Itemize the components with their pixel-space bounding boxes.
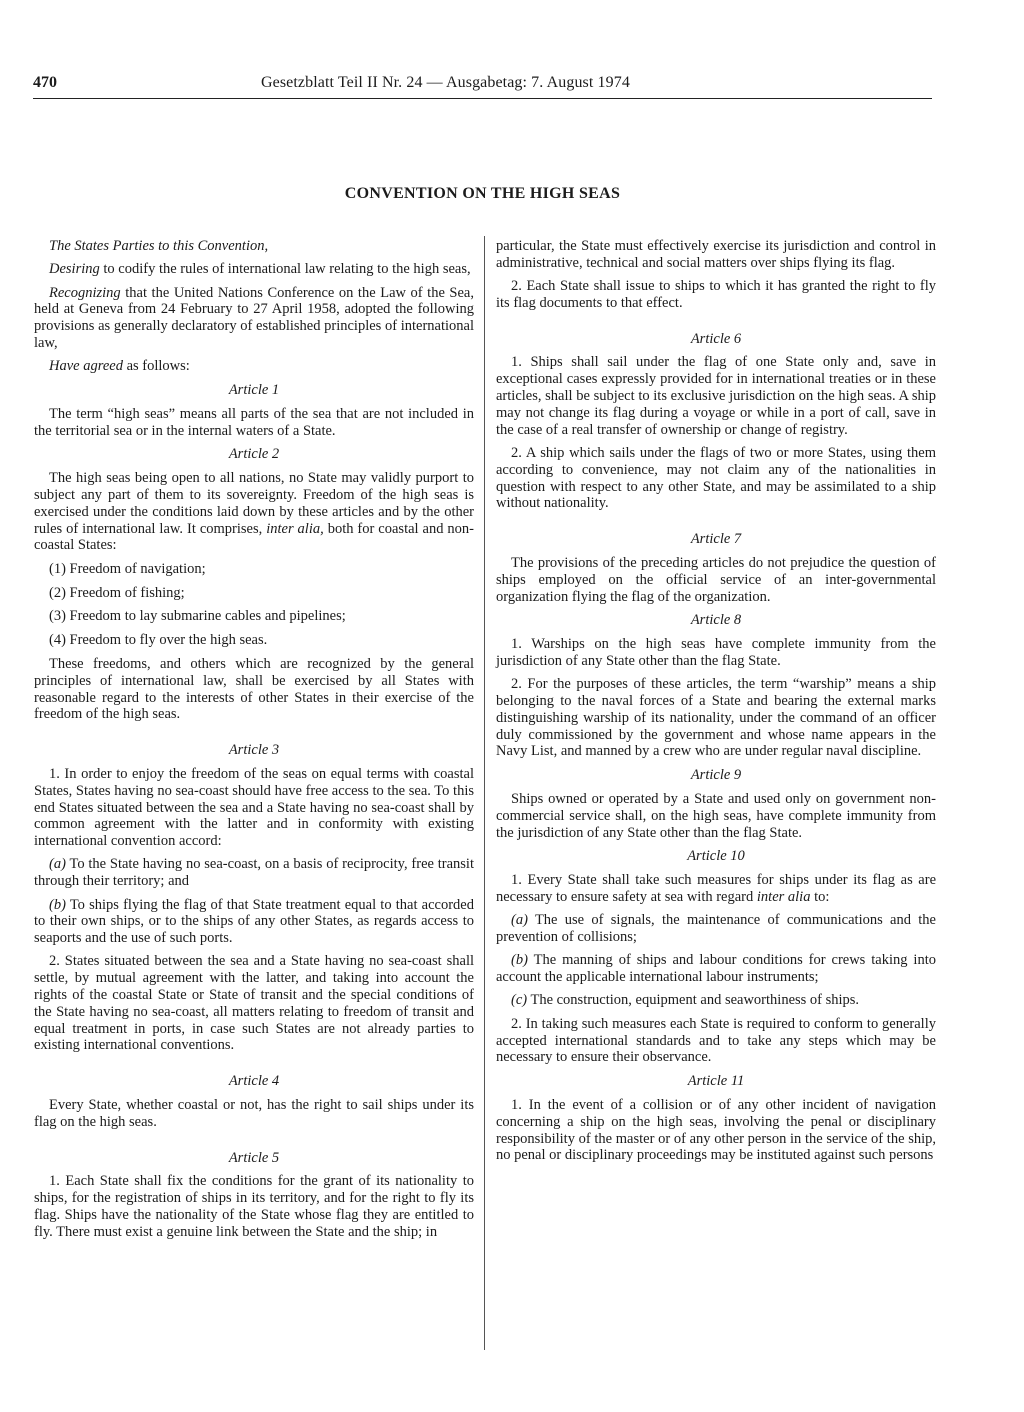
article-paragraph: The high seas being open to all nations, no State may validly purport to subject any part of them to its sovereignty. Freedom of the high seas is exercised under the conditions laid down by these articles and by the other rules of international law. It comprises, inter alia, both for coastal and non-coastal States: — [34, 470, 474, 554]
article-paragraph: 2. States situated between the sea and a State having no sea-coast shall settle, by mutual agreement with the latter, and taking into account the rights of the coastal State or State of transit and the special conditions of the State having no sea-coast, all matters relating to freedom of transit and equal treatment in ports, in case such States are not already parties to existing international conventions. — [34, 953, 474, 1054]
article-paragraph: (c) The construction, equipment and seaworthiness of ships. — [511, 992, 860, 1009]
article-paragraph: 1. Warships on the high seas have complete immunity from the jurisdiction of any State other than the flag State. — [496, 636, 936, 669]
article-heading: Article 5 — [228, 1149, 280, 1166]
article-paragraph: (a) The use of signals, the maintenance of communications and the prevention of collisions; — [496, 912, 936, 946]
article-heading: Article 2 — [228, 446, 280, 463]
list-item: (4) Freedom to fly over the high seas. — [49, 632, 268, 649]
article-paragraph: (b) The manning of ships and labour conditions for crews taking into account the applicable international labour instruments; — [496, 952, 936, 986]
article-heading: Article 1 — [228, 382, 280, 399]
article-heading: Article 11 — [687, 1073, 745, 1090]
preamble-agreed: Have agreed as follows: — [49, 358, 190, 375]
document-title: CONVENTION ON THE HIGH SEAS — [344, 185, 621, 202]
article-paragraph: 2. Each State shall issue to ships to which it has granted the right to fly its flag documents to that effect. — [496, 278, 936, 311]
article-paragraph: 2. For the purposes of these articles, the term “warship” means a ship belonging to the naval forces of a State and bearing the external marks distinguishing warship of its nationality, under the command of an officer duly commissioned by the government and whose name appears in the Navy List, and manned by a crew who are under regular naval discipline. — [496, 676, 936, 760]
article-paragraph: 1. In order to enjoy the freedom of the seas on equal terms with coastal States, States having no sea-coast should have free access to the sea. To this end States situated between the sea and a State having no sea-coast shall by common agreement with the latter and in conformity with existing international convention accord: — [34, 765, 474, 850]
article-heading: Article 4 — [228, 1073, 280, 1090]
list-item: (1) Freedom of navigation; — [49, 560, 206, 577]
article-paragraph: Ships owned or operated by a State and used only on government non-commercial service shall, on the high seas, have complete immunity from the jurisdiction of any State other than the flag State. — [496, 791, 936, 841]
preamble-parties: The States Parties to this Convention, — [49, 238, 269, 254]
article-heading: Article 7 — [690, 531, 742, 548]
article-heading: Article 9 — [690, 767, 742, 784]
article-paragraph: Every State, whether coastal or not, has the right to sail ships under its flag on the high seas. — [34, 1096, 474, 1130]
preamble-recognizing: Recognizing that the United Nations Conference on the Law of the Sea, held at Geneva from 24 February to 27 April 1958, adopted the following provisions as generally declaratory of established principles of international law, — [34, 284, 474, 351]
article-paragraph: 1. In the event of a collision or of any other incident of navigation concerning a ship on the high seas, involving the penal or disciplinary responsibility of the master or of any other person in the service of the ship, no penal or disciplinary proceedings may be instituted against such persons — [496, 1096, 936, 1164]
article-heading: Article 3 — [228, 742, 280, 759]
article-paragraph: 1. Every State shall take such measures for ships under its flag as are necessary to ensure safety at sea with regard inter alia to: — [496, 872, 936, 905]
list-item: (3) Freedom to lay submarine cables and pipelines; — [49, 608, 346, 625]
article-paragraph: (a) To the State having no sea-coast, on a basis of reciprocity, free transit through their territory; and — [34, 856, 474, 890]
article-paragraph: (b) To ships flying the flag of that State treatment equal to that accorded to their own ships, or to the ships of any other States, as regards access to seaports and the use of such ports. — [34, 896, 474, 947]
article-paragraph: 1. Ships shall sail under the flag of one State only and, save in exceptional cases expressly provided for in international treaties or in these articles, shall be subject to its exclusive jurisdiction on the high seas. A ship may not change its flag during a voyage or while in a port of call, save in the case of a real transfer of ownership or change of registry. — [496, 354, 936, 438]
right-column — [496, 238, 936, 1171]
article-paragraph: 2. A ship which sails under the flags of two or more States, using them according to convenience, may not claim any of the nationalities in question with respect to any other State, and may be assimilated to a ship without nationality. — [496, 444, 936, 512]
column-divider — [484, 236, 485, 1350]
article-heading: Article 8 — [690, 612, 742, 629]
article-paragraph: 1. Each State shall fix the conditions for the grant of its nationality to ships, for the registration of ships in its territory, and for the right to fly its flag. Ships have the nationality of the State whose flag they are entitled to fly. There must exist a genuine link between the State and the ship; in — [34, 1173, 474, 1240]
article-paragraph: These freedoms, and others which are recognized by the general principles of international law, shall be exercised by all States with reasonable regard to the interests of other States in their exercise of the freedom of the high seas. — [34, 655, 474, 723]
article-heading: Article 6 — [690, 330, 742, 347]
article-paragraph-continued: particular, the State must effectively exercise its jurisdiction and control in administrative, technical and social matters over ships flying its flag. — [496, 238, 936, 271]
running-title: Gesetzblatt Teil II Nr. 24 — Ausgabetag: 7. August 1974 — [261, 74, 630, 91]
article-paragraph: 2. In taking such measures each State is required to conform to generally accepted international standards and to take any steps which may be necessary to ensure their observance. — [496, 1015, 936, 1066]
list-item: (2) Freedom of fishing; — [49, 584, 185, 601]
left-column — [34, 238, 474, 1247]
article-heading: Article 10 — [687, 848, 745, 865]
article-paragraph: The term “high seas” means all parts of the sea that are not included in the territorial sea or in the internal waters of a State. — [34, 405, 474, 439]
running-header — [33, 74, 932, 99]
page-number: 470 — [33, 74, 57, 91]
preamble-desiring: Desiring to codify the rules of international law relating to the high seas, — [49, 261, 471, 278]
article-paragraph: The provisions of the preceding articles do not prejudice the question of ships employed on the official service of an inter-governmental organization flying the flag of the organization. — [496, 554, 936, 605]
